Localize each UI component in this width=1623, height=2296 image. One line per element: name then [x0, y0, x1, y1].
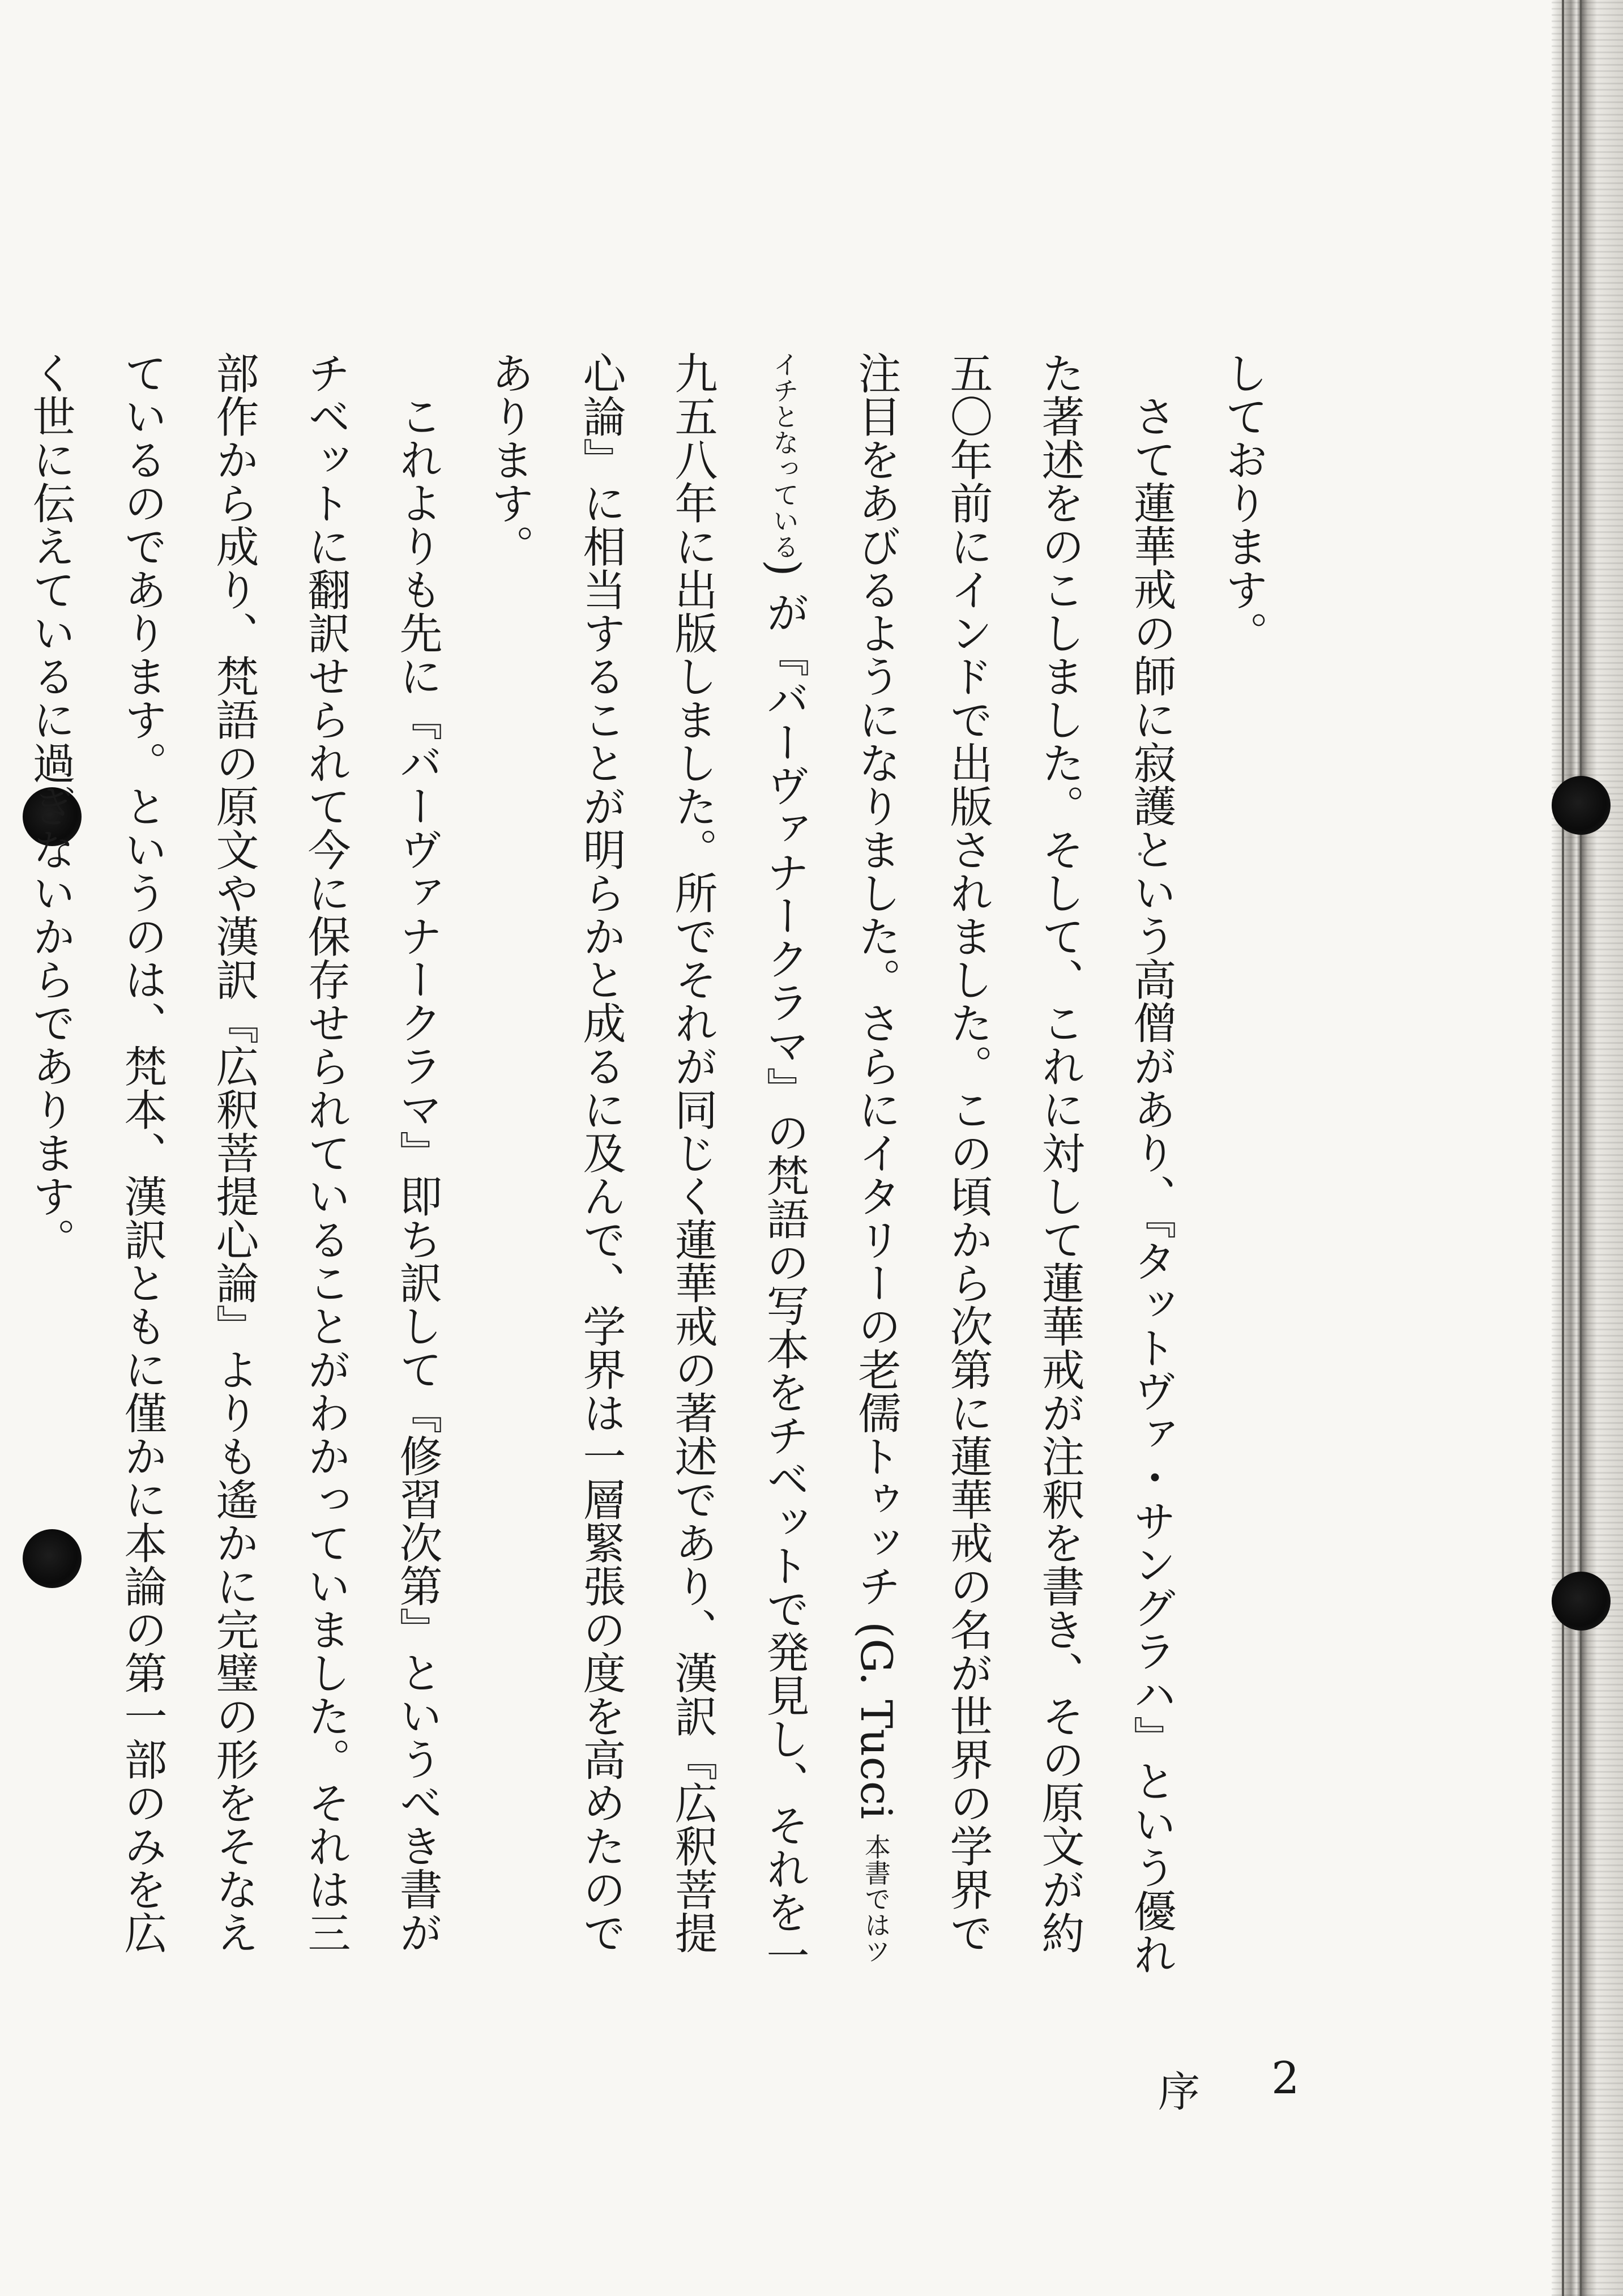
binding-line	[1562, 0, 1564, 2296]
paragraph	[0, 351, 5, 1982]
paragraph-text: さて蓮華戒の師に寂護という高僧があり、『タットヴァ・サングラハ』という優れた著述をのこしました。そして、これに対して蓮華戒が注釈を書き、その原文が約五〇年前にインドで出版されました。この頃から次第に蓮華戒の名が世界の学界で注目をあびるようになりました。さらにイタリーの老儒トゥッチ (G. Tucci	[851, 351, 1177, 1976]
punch-hole	[1552, 776, 1611, 835]
punch-hole	[1552, 1572, 1611, 1631]
page-number: 2	[1271, 2053, 1300, 2104]
inline-note: 本書ではツイチとなっている	[769, 351, 891, 1964]
paragraph: しております。	[1218, 351, 1268, 655]
body-text	[0, 351, 1289, 1982]
paragraph: これよりも先に『バーヴァナークラマ』即ち訳して『修習次第』というべき書がチベットに翻訳せられて今に保存せられていることがわかっていました。それは三部作から成り、梵語の原文や漢訳『広釈菩提心論』よりも遙かに完璧の形をそなえているのであります。というのは、梵本、漢訳ともに僅かに本論の第一部のみを広く世に伝えているに過ぎないからであります。	[25, 351, 443, 1954]
paragraph	[463, 351, 1197, 1982]
paragraph-text: ) が『バーヴァナークラマ』の梵語の写本をチベットで発見し、それを一九五八年に出版しました。所でそれが同じく蓮華戒の著述であり、漢訳『広釈菩提心論』に相当することが明らかと成るに及んで、学界は一層緊張の度を高めたのであります。	[484, 351, 810, 1977]
binding-line	[1580, 0, 1582, 2296]
chapter-mark: 序	[1158, 2068, 1200, 2116]
